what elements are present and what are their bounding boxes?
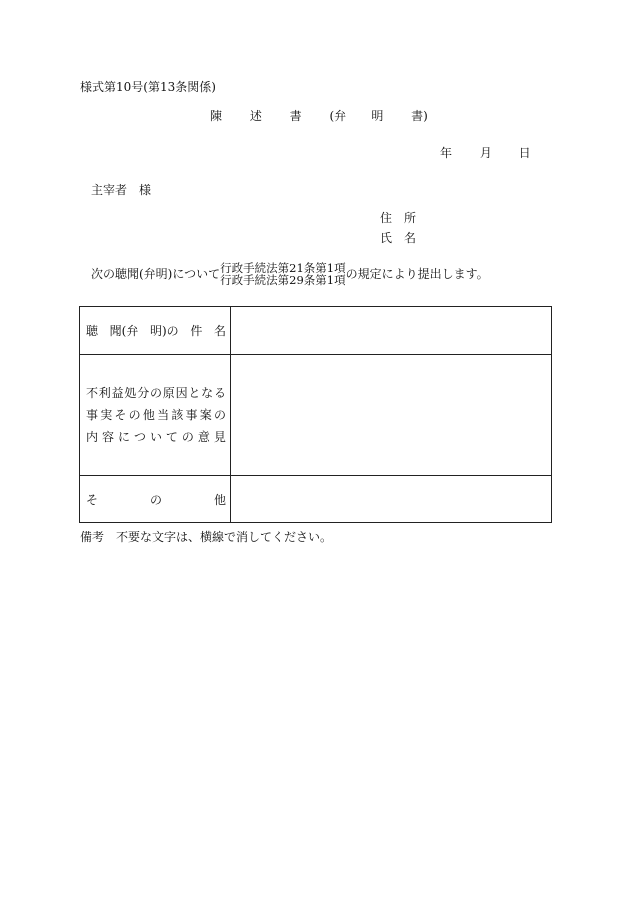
label-char: 聴: [86, 324, 99, 338]
table-row: [80, 355, 552, 476]
table-row: [80, 476, 552, 523]
opinion-label-line-1: [86, 382, 226, 404]
title-char: 述: [249, 109, 262, 123]
label-char: の: [149, 492, 162, 507]
label-char: 内: [86, 430, 99, 444]
title-char: 明: [371, 109, 384, 123]
label-char: 案: [199, 408, 212, 422]
date-line: [440, 147, 531, 159]
label-char: る: [213, 386, 226, 400]
label-char: 該: [171, 408, 184, 422]
label-char: 明)の: [149, 324, 179, 338]
opinion-label: [80, 355, 231, 476]
date-day: 日: [518, 146, 531, 160]
label-char: の: [181, 430, 194, 444]
label-char: 容: [101, 430, 114, 444]
label-char: そ: [86, 492, 99, 507]
label-char: 処: [124, 386, 137, 400]
other-label: [80, 476, 231, 523]
title-char: 陳: [210, 109, 223, 123]
date-month: 月: [479, 146, 492, 160]
label-char: 当: [157, 408, 170, 422]
label-char: 名: [213, 324, 226, 338]
label-char: 他: [213, 492, 226, 507]
label-char: に: [117, 430, 130, 444]
statement-suffix: の規定により提出します。: [345, 267, 489, 281]
label-char: つ: [133, 430, 146, 444]
label-char: そ: [114, 408, 127, 422]
label-char: 益: [111, 386, 124, 400]
statement-option-1: 行政手続法第21条第1項: [220, 261, 346, 275]
form-number: 様式第10号(第13条関係): [80, 80, 216, 94]
addressee: 主宰者 様: [91, 183, 152, 197]
label-char: な: [201, 386, 214, 400]
remarks-note: 備考 不要な文字は、横線で消してください。: [80, 530, 333, 544]
label-char: の: [213, 408, 226, 422]
title-char: 書: [289, 109, 302, 123]
label-char: 他: [142, 408, 155, 422]
statement-prefix: 次の聴聞(弁明)について: [91, 267, 221, 281]
case-name-field[interactable]: [231, 307, 552, 355]
label-char: 利: [98, 386, 111, 400]
label-char: と: [188, 386, 201, 400]
title-char: (弁: [329, 109, 347, 123]
label-char: 原: [162, 386, 175, 400]
statement-options: [220, 262, 345, 286]
table-row: [80, 307, 552, 355]
label-char: 事: [185, 408, 198, 422]
opinion-label-line-2: [86, 404, 226, 426]
document-title: [210, 110, 428, 122]
date-year: 年: [440, 146, 453, 160]
label-char: 因: [175, 386, 188, 400]
address-label: 住 所: [380, 211, 417, 225]
label-char: 分: [137, 386, 150, 400]
case-name-label: [80, 307, 231, 355]
name-label: 氏 名: [380, 231, 417, 245]
statement-table: [79, 306, 552, 523]
label-char: 件: [190, 324, 203, 338]
other-field[interactable]: [231, 476, 552, 523]
title-char: 書): [411, 109, 428, 123]
label-char: 不: [86, 386, 99, 400]
label-char: て: [165, 430, 178, 444]
label-char: 事: [86, 408, 99, 422]
label-char: の: [149, 386, 162, 400]
opinion-field[interactable]: [231, 355, 552, 476]
opinion-label-line-3: [86, 426, 226, 448]
label-char: 聞(弁: [109, 324, 139, 338]
label-char: の: [128, 408, 141, 422]
statement-option-2: 行政手続法第29条第1項: [220, 273, 346, 287]
label-char: 実: [100, 408, 113, 422]
label-char: 意: [197, 430, 210, 444]
statement: [91, 262, 489, 286]
label-char: 見: [213, 430, 226, 444]
label-char: い: [149, 430, 162, 444]
